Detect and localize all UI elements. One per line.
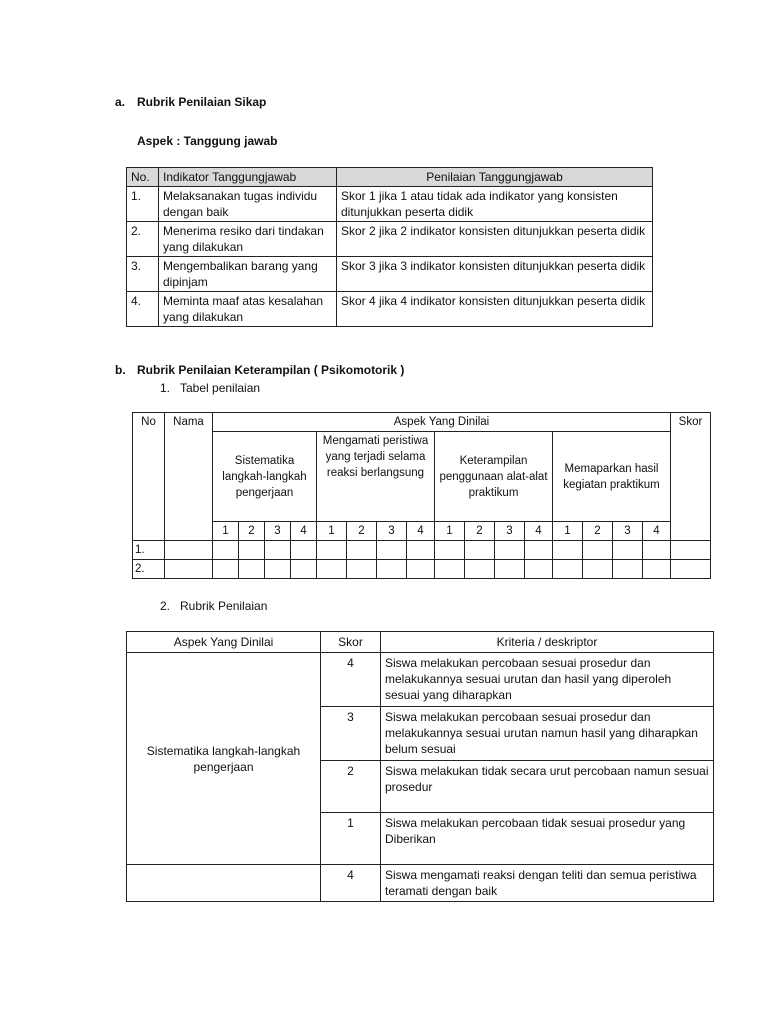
table-row: [127, 653, 714, 707]
sub1-title: Tabel penilaian: [180, 381, 261, 395]
table-row: [127, 865, 714, 902]
aspect-header: Memaparkan hasil kegiatan praktikum: [553, 432, 671, 522]
scale-cell: 3: [265, 522, 291, 541]
table-row: [127, 222, 653, 257]
scale-cell: 3: [377, 522, 407, 541]
row-no: 2.: [133, 560, 165, 579]
scale-cell: 2: [347, 522, 377, 541]
section-b-marker: b.: [115, 363, 126, 377]
table-row: [127, 257, 653, 292]
table-row: [133, 541, 711, 560]
col-aspek: Aspek Yang Dinilai: [213, 413, 671, 432]
table-row: [127, 187, 653, 222]
row-score: 4: [321, 865, 381, 902]
col-indicator: Indikator Tanggungjawab: [159, 168, 337, 187]
scale-cell: 1: [553, 522, 583, 541]
row-no: 1.: [127, 187, 159, 222]
section-a-marker: a.: [115, 95, 126, 109]
row-indicator: Mengembalikan barang yang dipinjam: [159, 257, 337, 292]
scale-cell: 3: [495, 522, 525, 541]
aspect-header: Keterampilan penggunaan alat-alat praktikum: [435, 432, 553, 522]
scale-cell: 2: [583, 522, 613, 541]
row-score: 4: [321, 653, 381, 707]
row-no: 3.: [127, 257, 159, 292]
col-no: No: [133, 413, 165, 541]
row-criteria: Siswa melakukan percobaan sesuai prosedur dan melakukannya sesuai urutan dan hasil yang diperoleh sesuai yang diharapkan: [381, 653, 714, 707]
col-criteria: Kriteria / deskriptor: [381, 632, 714, 653]
table-row: [127, 292, 653, 327]
skill-rubric-table: [126, 631, 714, 902]
scale-cell: 2: [239, 522, 265, 541]
row-no: 1.: [133, 541, 165, 560]
sub1-marker: 1.: [160, 381, 171, 395]
scale-cell: 3: [613, 522, 643, 541]
aspect-label: Sistematika langkah-langkah pengerjaan: [127, 653, 321, 865]
row-assessment: Skor 3 jika 3 indikator konsisten ditunjukkan peserta didik: [337, 257, 653, 292]
skill-scoring-table: [132, 412, 711, 579]
aspect-header: Sistematika langkah-langkah pengerjaan: [213, 432, 317, 522]
row-assessment: Skor 2 jika 2 indikator konsisten ditunjukkan peserta didik: [337, 222, 653, 257]
section-b-title: Rubrik Penilaian Keterampilan ( Psikomotorik ): [137, 363, 405, 377]
scale-cell: 1: [213, 522, 239, 541]
row-score: 3: [321, 707, 381, 761]
table-header-row: [127, 632, 714, 653]
scale-cell: 2: [465, 522, 495, 541]
col-aspect: Aspek Yang Dinilai: [127, 632, 321, 653]
section-a-aspect: Aspek : Tanggung jawab: [137, 134, 278, 148]
attitude-rubric-table: [126, 167, 653, 327]
col-no: No.: [127, 168, 159, 187]
row-score: 1: [321, 813, 381, 865]
row-criteria: Siswa melakukan tidak secara urut percobaan namun sesuai prosedur: [381, 761, 714, 813]
col-nama: Nama: [165, 413, 213, 541]
row-assessment: Skor 4 jika 4 indikator konsisten ditunjukkan peserta didik: [337, 292, 653, 327]
scale-cell: 4: [407, 522, 435, 541]
table-header-row: [133, 413, 711, 432]
table-header-row: [127, 168, 653, 187]
col-assessment: Penilaian Tanggungjawab: [337, 168, 653, 187]
scale-cell: 4: [525, 522, 553, 541]
aspect-label-empty: [127, 865, 321, 902]
row-score: 2: [321, 761, 381, 813]
col-score: Skor: [321, 632, 381, 653]
scale-cell: 4: [643, 522, 671, 541]
row-no: 2.: [127, 222, 159, 257]
scale-row: [133, 522, 711, 541]
row-criteria: Siswa melakukan percobaan sesuai prosedur dan melakukannya sesuai urutan namun hasil yang diharapkan belum sesuai: [381, 707, 714, 761]
aspect-header: Mengamati peristiwa yang terjadi selama reaksi berlangsung: [317, 432, 435, 522]
aspect-header-row: [133, 432, 711, 522]
row-criteria: Siswa melakukan percobaan tidak sesuai prosedur yang Diberikan: [381, 813, 714, 865]
section-a-title: Rubrik Penilaian Sikap: [137, 95, 267, 109]
sub2-title: Rubrik Penilaian: [180, 599, 268, 613]
row-indicator: Menerima resiko dari tindakan yang dilakukan: [159, 222, 337, 257]
row-assessment: Skor 1 jika 1 atau tidak ada indikator yang konsisten ditunjukkan peserta didik: [337, 187, 653, 222]
scale-cell: 1: [317, 522, 347, 541]
scale-cell: 1: [435, 522, 465, 541]
scale-cell: 4: [291, 522, 317, 541]
col-skor: Skor: [671, 413, 711, 541]
table-row: [133, 560, 711, 579]
row-no: 4.: [127, 292, 159, 327]
row-criteria: Siswa mengamati reaksi dengan teliti dan semua peristiwa teramati dengan baik: [381, 865, 714, 902]
row-indicator: Melaksanakan tugas individu dengan baik: [159, 187, 337, 222]
row-indicator: Meminta maaf atas kesalahan yang dilakukan: [159, 292, 337, 327]
sub2-marker: 2.: [160, 599, 171, 613]
